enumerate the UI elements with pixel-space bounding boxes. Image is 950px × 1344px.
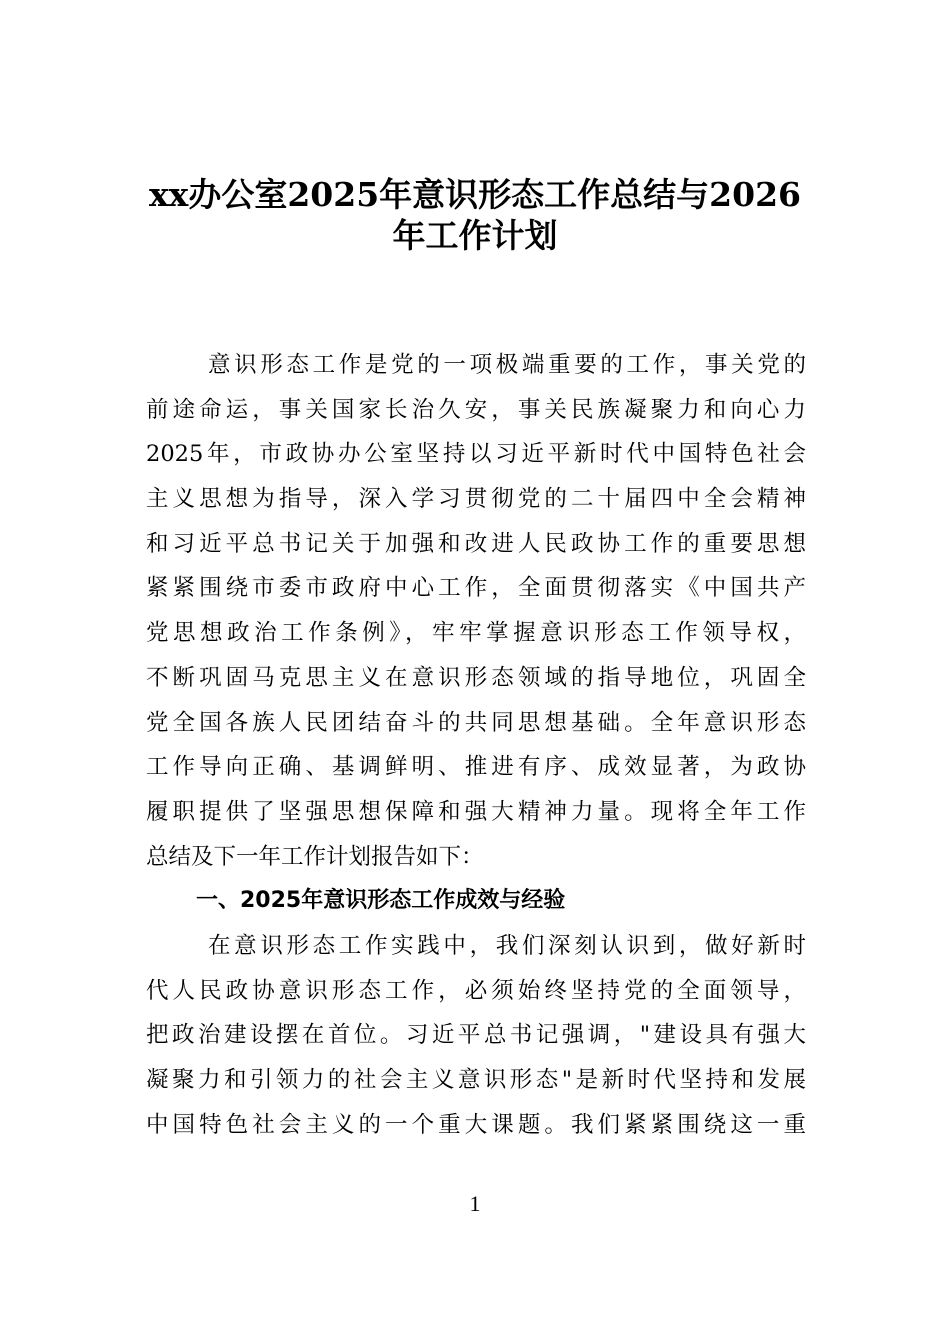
- document-title-line-2: 年工作计划: [392, 216, 558, 255]
- intro-line: 意识形态工作是党的一项极端重要的工作，事关党的: [208, 352, 806, 378]
- section-line: 中国特色社会主义的一个重大课题。我们紧紧围绕这一重: [146, 1111, 806, 1138]
- intro-line: 和习近平总书记关于加强和改进人民政协工作的重要思想: [146, 530, 806, 557]
- section-line: 在意识形态工作实践中，我们深刻认识到，做好新时: [208, 932, 806, 959]
- intro-line: 2025年，市政协办公室坚持以习近平新时代中国特色社会: [146, 441, 806, 468]
- intro-line: 不断巩固马克思主义在意识形态领域的指导地位，巩固全: [146, 664, 806, 691]
- intro-line: 主义思想为指导，深入学习贯彻党的二十届四中全会精神: [146, 486, 806, 513]
- intro-line: 党思想政治工作条例》，牢牢掌握意识形态工作领导权，: [146, 620, 806, 647]
- document-title-line-1: xx办公室2025年意识形态工作总结与2026: [148, 175, 802, 214]
- intro-line: 前途命运，事关国家长治久安，事关民族凝聚力和向心力: [146, 396, 806, 423]
- document-body: [146, 343, 806, 1147]
- intro-line: 紧紧围绕市委市政府中心工作，全面贯彻落实《中国共产: [146, 575, 806, 602]
- section-line: 代人民政协意识形态工作，必须始终坚持党的全面领导，: [146, 977, 806, 1004]
- intro-line: 总结及下一年工作计划报告如下：: [146, 843, 484, 870]
- intro-line: 履职提供了坚强思想保障和强大精神力量。现将全年工作: [146, 798, 806, 825]
- section-line: 凝聚力和引领力的社会主义意识形态"是新时代坚持和发展: [146, 1067, 806, 1093]
- page-number: 1: [469, 1191, 481, 1216]
- section-heading: 一、2025年意识形态工作成效与经验: [196, 888, 566, 914]
- section-line: 把政治建设摆在首位。习近平总书记强调，"建设具有强大: [146, 1022, 806, 1049]
- intro-line: 党全国各族人民团结奋斗的共同思想基础。全年意识形态: [146, 709, 806, 736]
- intro-line: 工作导向正确、基调鲜明、推进有序、成效显著，为政协: [146, 754, 806, 781]
